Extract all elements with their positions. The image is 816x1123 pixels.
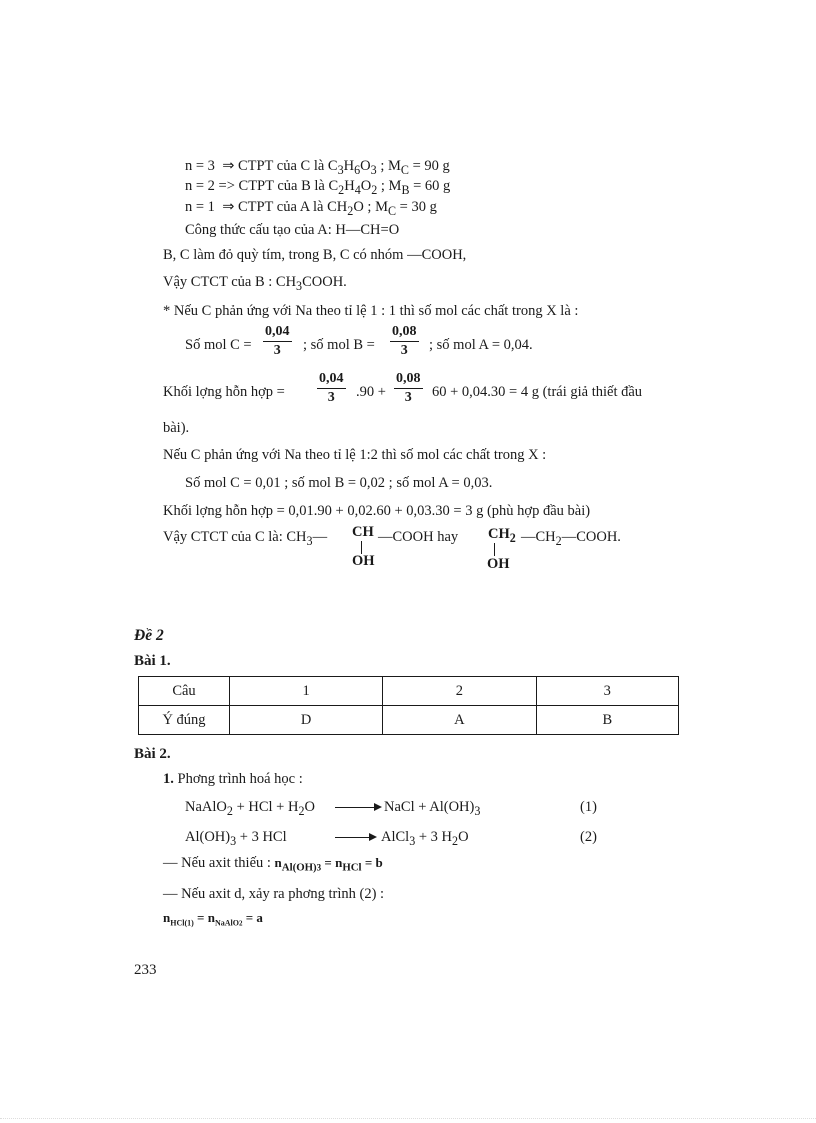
reaction-arrow-icon <box>335 829 377 846</box>
page-bottom-divider <box>0 1118 816 1119</box>
equation-1-number: (1) <box>580 799 597 815</box>
table-cell: 1 <box>230 677 383 706</box>
case-ratio-1-2: Nếu C phản ứng với Na theo tỉ lệ 1:2 thì số mol các chất trong X : <box>163 447 547 463</box>
bai2-heading: Bài 2. <box>134 746 171 762</box>
fraction-mass-b: $\frac{0,08}{3}$ <box>396 371 421 405</box>
table-cell: B <box>536 706 678 735</box>
table-cell: A <box>383 706 536 735</box>
equation-2-right: AlCl$_3$ + 3 $H_2O$ <box>381 829 469 848</box>
structure-b: Vậy CTCT của B : $CH_3COOH$. <box>163 274 347 293</box>
case-ratio-1-1: * Nếu C phản ứng với Na theo tỉ lệ 1 : 1 thì số mol các chất trong X là : <box>163 303 579 319</box>
bond-line <box>494 543 495 556</box>
table-row <box>139 677 679 706</box>
mass-label: Khối lợng hỗn hợp = <box>163 384 285 400</box>
line-n1: n = 1 ⇒ CTPT của A là $CH_2O$ ; $M_C = 30$ g <box>185 199 437 218</box>
equation-1-left: NaAlO$_2$ + HCl + $H_2O$ <box>185 799 315 818</box>
mass-mid: .90 + <box>356 384 386 400</box>
structure-c2-ch2: $CH_2$ <box>488 526 516 545</box>
structure-c-ch: CH <box>352 524 374 540</box>
mol-b-label: ; số mol B = <box>303 337 375 353</box>
implies-arrow-icon: ⇒ <box>218 158 238 174</box>
table-header-cell: Ý đúng <box>139 706 230 735</box>
structure-c-label: Vậy CTCT của C là: $CH_3—$ <box>163 529 328 548</box>
formula-hcl-naalo2: $n_{HCl(1)} = n_{NaAlO2} = a$ <box>163 910 263 928</box>
answer-table <box>138 676 679 735</box>
case-acid-excess: — Nếu axit d, xảy ra phơng trình (2) : <box>163 886 385 902</box>
table-cell: 2 <box>383 677 536 706</box>
bai1-heading: Bài 1. <box>134 653 171 669</box>
equation-2-number: (2) <box>580 829 597 845</box>
structure-c2-rest: $—CH_2—COOH$. <box>521 529 621 548</box>
structure-a: Công thức cấu tạo của A: H—CH=O <box>185 222 400 238</box>
mass-result: 60 + 0,04.30 = 4 g (trái giả thiết đầu <box>432 384 643 400</box>
mol-a-label: ; số mol A = 0,04. <box>429 337 533 353</box>
bai2-item1: 1. Phơng trình hoá học : <box>163 771 303 787</box>
mol-values-line: Số mol C = 0,01 ; số mol B = 0,02 ; số mol A = 0,03. <box>185 475 493 491</box>
fraction-mass-c: $\frac{0,04}{3}$ <box>319 371 344 405</box>
page-number: 233 <box>134 962 157 978</box>
structure-c2-oh: OH <box>487 556 510 572</box>
table-cell: 3 <box>536 677 678 706</box>
table-cell: D <box>230 706 383 735</box>
mass-ok-line: Khối lợng hỗn hợp = 0,01.90 + 0,02.60 + 0,03.30 = 3 g (phù hợp đầu bài) <box>163 503 591 519</box>
equation-2-left: $Al(OH)_3 + 3$ HCl <box>185 829 287 848</box>
fraction-mol-b: $\frac{0,08}{3}$ <box>392 324 417 358</box>
fraction-mol-c: $\frac{0,04}{3}$ <box>265 324 290 358</box>
table-header-cell: Câu <box>139 677 230 706</box>
reaction-arrow-icon <box>335 799 382 816</box>
implies-arrow-icon: ⇒ <box>218 199 238 215</box>
bc-acid-line: B, C làm đỏ quỳ tím, trong B, C có nhóm —COOH, <box>163 247 467 263</box>
structure-c-oh1: OH <box>352 553 375 569</box>
table-row <box>139 706 679 735</box>
mass-result-cont: bài). <box>163 420 190 436</box>
line-n2: n = 2 => CTPT của B là $C_2H_4O_2$ ; $M_B = 60$ g <box>185 178 451 197</box>
case-acid-deficit: — Nếu axit thiếu : $n_{Al(OH)3} = n_{HCl} = b$ <box>163 855 383 874</box>
line-n3: n = 3 ⇒ CTPT của C là $C_3H_6O_3$ ; $M_C = 90$ g <box>185 158 450 177</box>
section-title: Đề 2 <box>134 627 164 644</box>
mol-c-label: Số mol C = <box>185 337 252 353</box>
equation-1-right: NaCl + $Al(OH)_3$ <box>384 799 481 818</box>
structure-c-cooh: —COOH hay <box>378 529 459 545</box>
